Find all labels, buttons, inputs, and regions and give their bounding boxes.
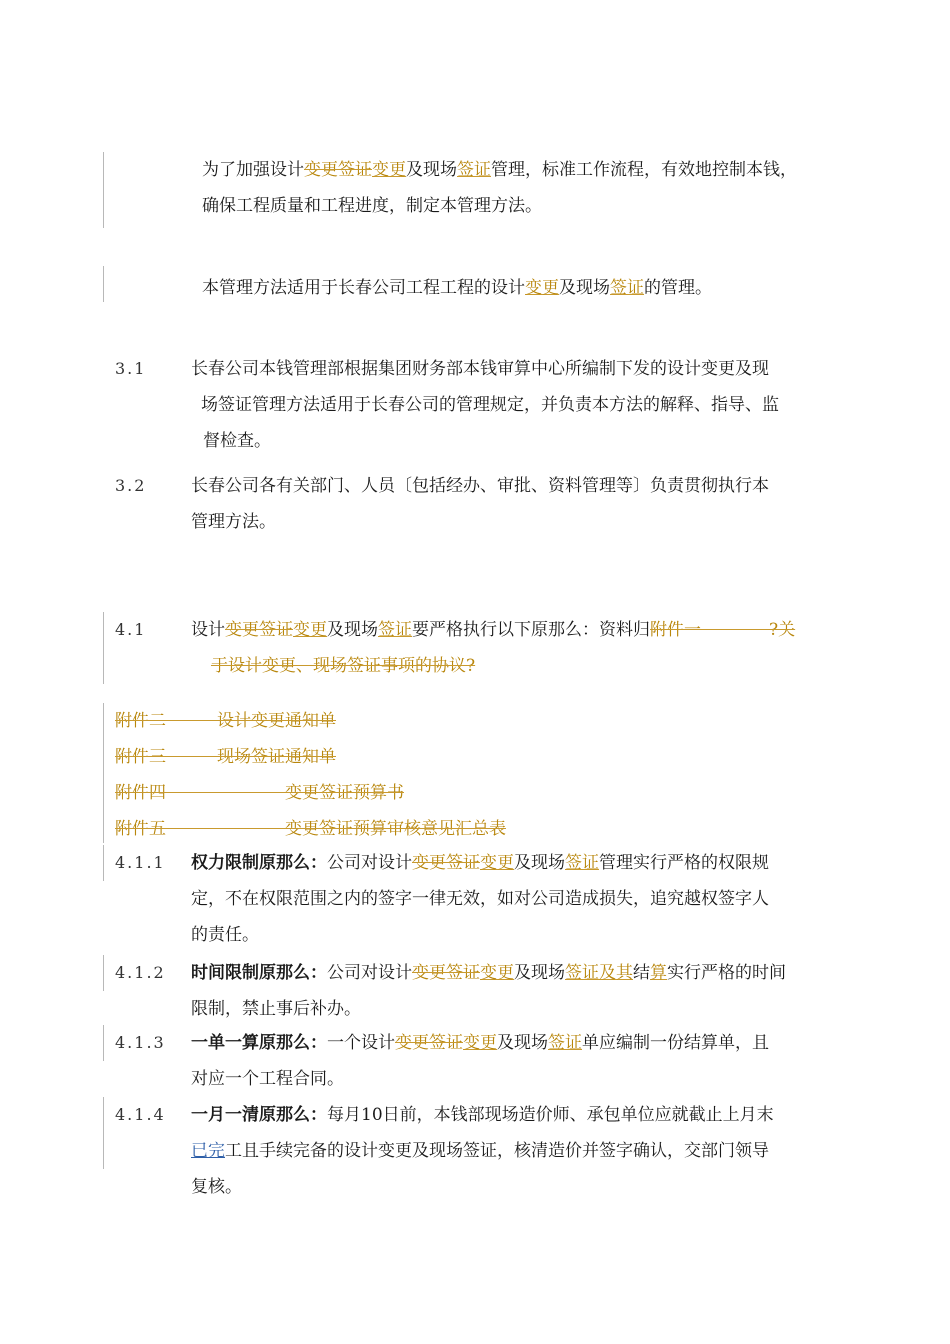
- intro-paragraph: 为了加强设计变更签证变更及现场签证管理，标准工作流程，有效地控制本钱， 确保工程质量和工程进度，制定本管理方法。: [202, 160, 797, 216]
- inserted-text: 变更: [372, 160, 406, 180]
- change-bar: [103, 1025, 104, 1061]
- deleted-text: 附件一 ?关: [650, 620, 796, 640]
- attachment-item: 附件二 设计变更通知单: [115, 711, 336, 731]
- inserted-text: 签证: [610, 278, 644, 298]
- principle-title: 权力限制原那么：: [191, 853, 327, 873]
- section-number: 4.1: [115, 620, 147, 639]
- inserted-text: 变更: [480, 853, 514, 873]
- section-number: 4.1.4: [115, 1105, 166, 1124]
- scope-paragraph: 本管理方法适用于长春公司工程工程的设计变更及现场签证的管理。: [202, 278, 712, 298]
- section-number: 3.1: [115, 359, 147, 378]
- inserted-text: 已完: [191, 1141, 225, 1161]
- inserted-text: 变更: [525, 278, 559, 298]
- section-3-2: 长春公司各有关部门、人员〔包括经办、审批、资料管理等〕负责贯彻执行本 管理方法。: [191, 476, 769, 532]
- section-4-1: 设计变更签证变更及现场签证要严格执行以下原那么：资料归附件一 ?关 于设计变更、现场签证事项的协议?: [191, 612, 795, 684]
- section-3-1: 长春公司本钱管理部根据集团财务部本钱审算中心所编制下发的设计变更及现 场签证管理方法适用于长春公司的管理规定，并负责本方法的解释、指导、监 督检查。: [191, 359, 779, 451]
- principle-title: 一单一算原那么：: [191, 1033, 327, 1053]
- section-4-1-4: 一月一清原那么：每月10日前，本钱部现场造价师、承包单位应就截止上月末 已完工且手续完备的设计变更及现场签证，核清造价并签字确认，交部门领导 复核。: [191, 1105, 774, 1197]
- attachment-item: 附件三 现场签证通知单: [115, 747, 336, 767]
- section-4-1-3: 一单一算原那么：一个设计变更签证变更及现场签证单应编制一份结算单，且 对应一个工程合同。: [191, 1033, 769, 1089]
- section-number: 4.1.1: [115, 853, 166, 872]
- change-bar: [103, 1097, 104, 1169]
- deleted-text: 变更签证: [225, 620, 293, 640]
- inserted-text: 变更: [293, 620, 327, 640]
- principle-title: 一月一清原那么：: [191, 1105, 327, 1125]
- change-bar: [103, 845, 104, 881]
- attachment-item: 附件四 变更签证预算书: [115, 783, 404, 803]
- inserted-text: 签证: [548, 1033, 582, 1053]
- inserted-text: 签证及其: [565, 963, 633, 983]
- change-bar: [103, 266, 104, 302]
- section-number: 3.2: [115, 476, 147, 495]
- inserted-text: 签证: [457, 160, 491, 180]
- deleted-text: 变更签证: [412, 853, 480, 873]
- attachment-item: 附件五 变更签证预算审核意见汇总表: [115, 819, 506, 839]
- inserted-text: 变更: [463, 1033, 497, 1053]
- principle-title: 时间限制原那么：: [191, 963, 327, 983]
- section-4-1-2: 时间限制原那么：公司对设计变更签证变更及现场签证及其结算实行严格的时间 限制，禁止事后补办。: [191, 963, 786, 1019]
- change-bar: [103, 152, 104, 228]
- deleted-text: 变更签证: [412, 963, 480, 983]
- inserted-text: 签证: [378, 620, 412, 640]
- change-bar: [103, 703, 104, 843]
- section-number: 4.1.3: [115, 1033, 166, 1052]
- change-bar: [103, 955, 104, 991]
- inserted-text: 变更: [480, 963, 514, 983]
- deleted-text: 于设计变更、现场签证事项的协议?: [211, 656, 476, 676]
- inserted-text: 签证: [565, 853, 599, 873]
- deleted-text: 变更签证: [304, 160, 372, 180]
- change-bar: [103, 612, 104, 684]
- deleted-text: 变更签证: [395, 1033, 463, 1053]
- section-number: 4.1.2: [115, 963, 166, 982]
- inserted-text: 算: [650, 963, 667, 983]
- section-4-1-1: 权力限制原那么：公司对设计变更签证变更及现场签证管理实行严格的权限规 定，不在权限范围之内的签字一律无效，如对公司造成损失，追究越权签字人 的责任。: [191, 853, 769, 945]
